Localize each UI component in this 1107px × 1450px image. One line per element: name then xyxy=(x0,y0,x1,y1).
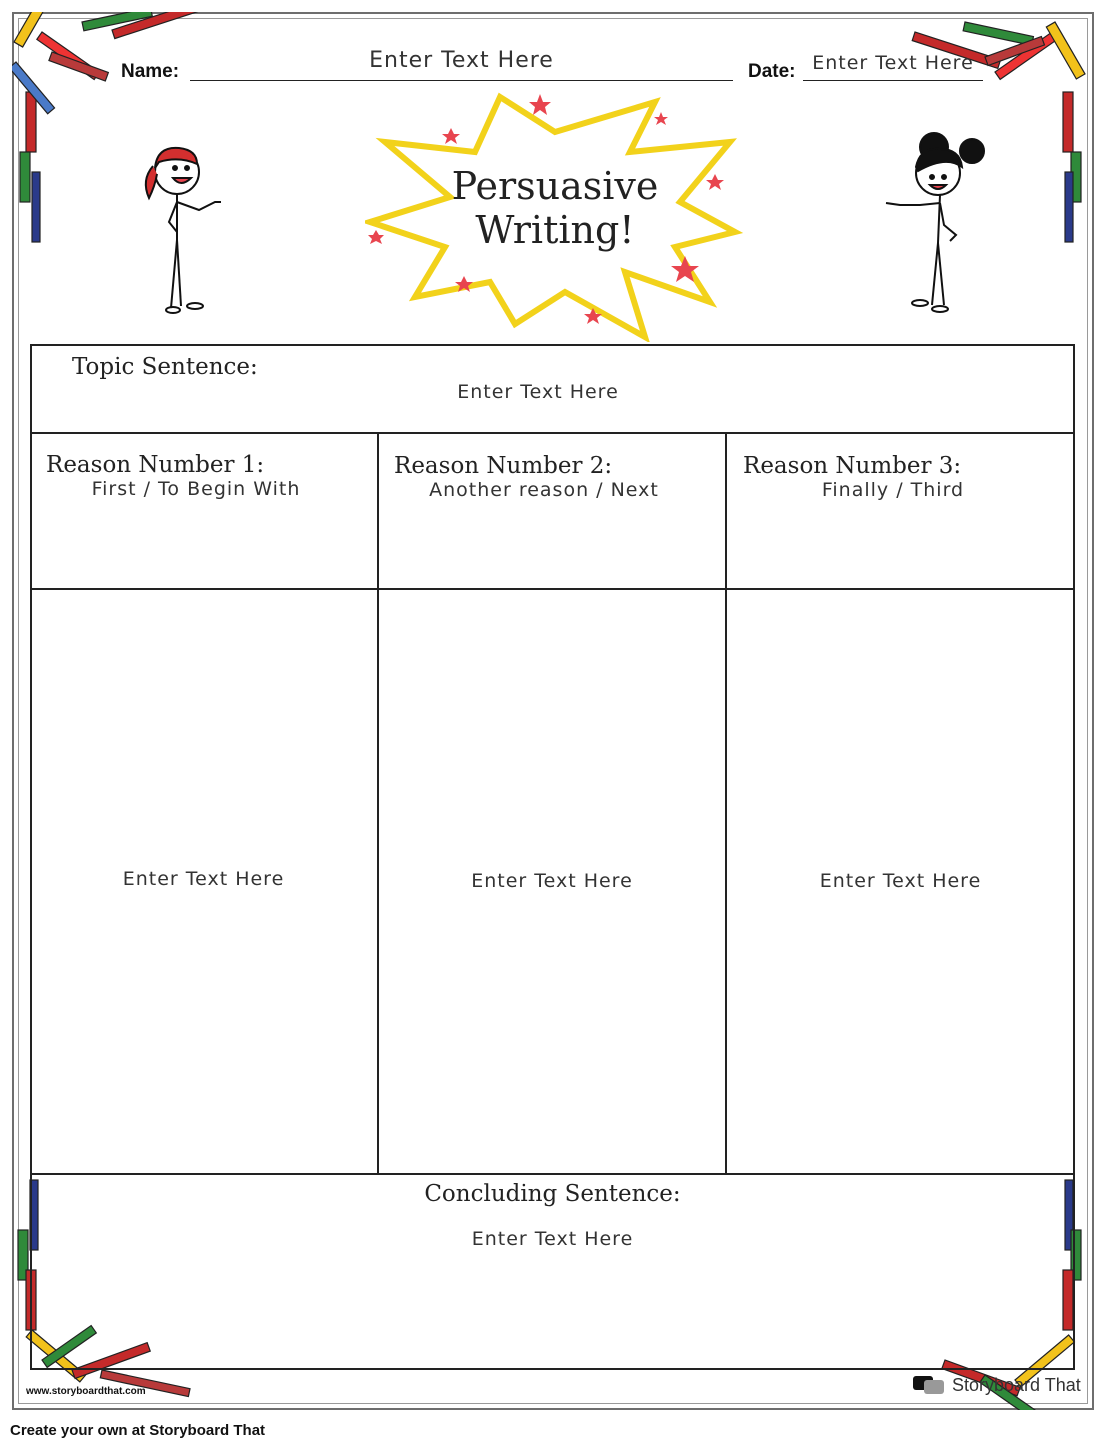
concluding-sentence-label: Concluding Sentence: xyxy=(424,1181,681,1207)
reason-3-label: Reason Number 3: xyxy=(743,453,962,479)
star-icon xyxy=(706,174,724,190)
title-line-2: Writing! xyxy=(475,208,635,252)
brand-name: Storyboard That xyxy=(952,1374,1081,1395)
reason-1-body-field[interactable]: Enter Text Here xyxy=(122,868,285,890)
storyboardthat-logo[interactable] xyxy=(912,1374,1081,1396)
star-icon xyxy=(442,128,460,144)
speech-bubble-logo-icon xyxy=(912,1374,946,1396)
date-underline xyxy=(803,80,983,81)
reason-2-body-field[interactable]: Enter Text Here xyxy=(471,870,633,892)
name-underline xyxy=(190,80,733,81)
title-line-1: Persuasive xyxy=(451,164,659,208)
reason-3-hint: Finally / Third xyxy=(821,479,965,501)
girl-stick-figure-image xyxy=(880,125,1000,320)
reason-2-label: Reason Number 2: xyxy=(394,453,613,479)
grid-line-conclusion-bottom xyxy=(30,1368,1075,1370)
star-icon xyxy=(368,230,384,244)
reason-3-body-field[interactable]: Enter Text Here xyxy=(819,870,982,892)
star-icon xyxy=(529,94,551,115)
grid-line-reasons-bottom xyxy=(30,588,1075,590)
name-field[interactable]: Enter Text Here xyxy=(369,48,554,73)
reason-2-hint: Another reason / Next xyxy=(429,479,659,501)
reason-1-label: Reason Number 1: xyxy=(46,452,265,478)
date-field[interactable]: Enter Text Here xyxy=(812,52,974,74)
page-title xyxy=(420,164,690,252)
grid-divider-2 xyxy=(725,432,727,1175)
star-icon xyxy=(654,112,668,125)
name-label: Name: xyxy=(121,61,180,82)
concluding-sentence-field[interactable]: Enter Text Here xyxy=(471,1228,634,1250)
grid-line-topic-bottom xyxy=(30,432,1075,434)
footer-tagline[interactable]: Create your own at Storyboard That xyxy=(10,1422,266,1439)
reason-1-hint: First / To Begin With xyxy=(91,478,301,500)
storyboardthat-url[interactable]: www.storyboardthat.com xyxy=(26,1386,146,1397)
date-label: Date: xyxy=(748,61,796,82)
topic-sentence-field[interactable]: Enter Text Here xyxy=(457,381,619,403)
boy-stick-figure-image xyxy=(135,140,235,320)
grid-divider-1 xyxy=(377,432,379,1175)
grid-line-body-bottom xyxy=(30,1173,1075,1175)
topic-sentence-label: Topic Sentence: xyxy=(72,354,258,380)
